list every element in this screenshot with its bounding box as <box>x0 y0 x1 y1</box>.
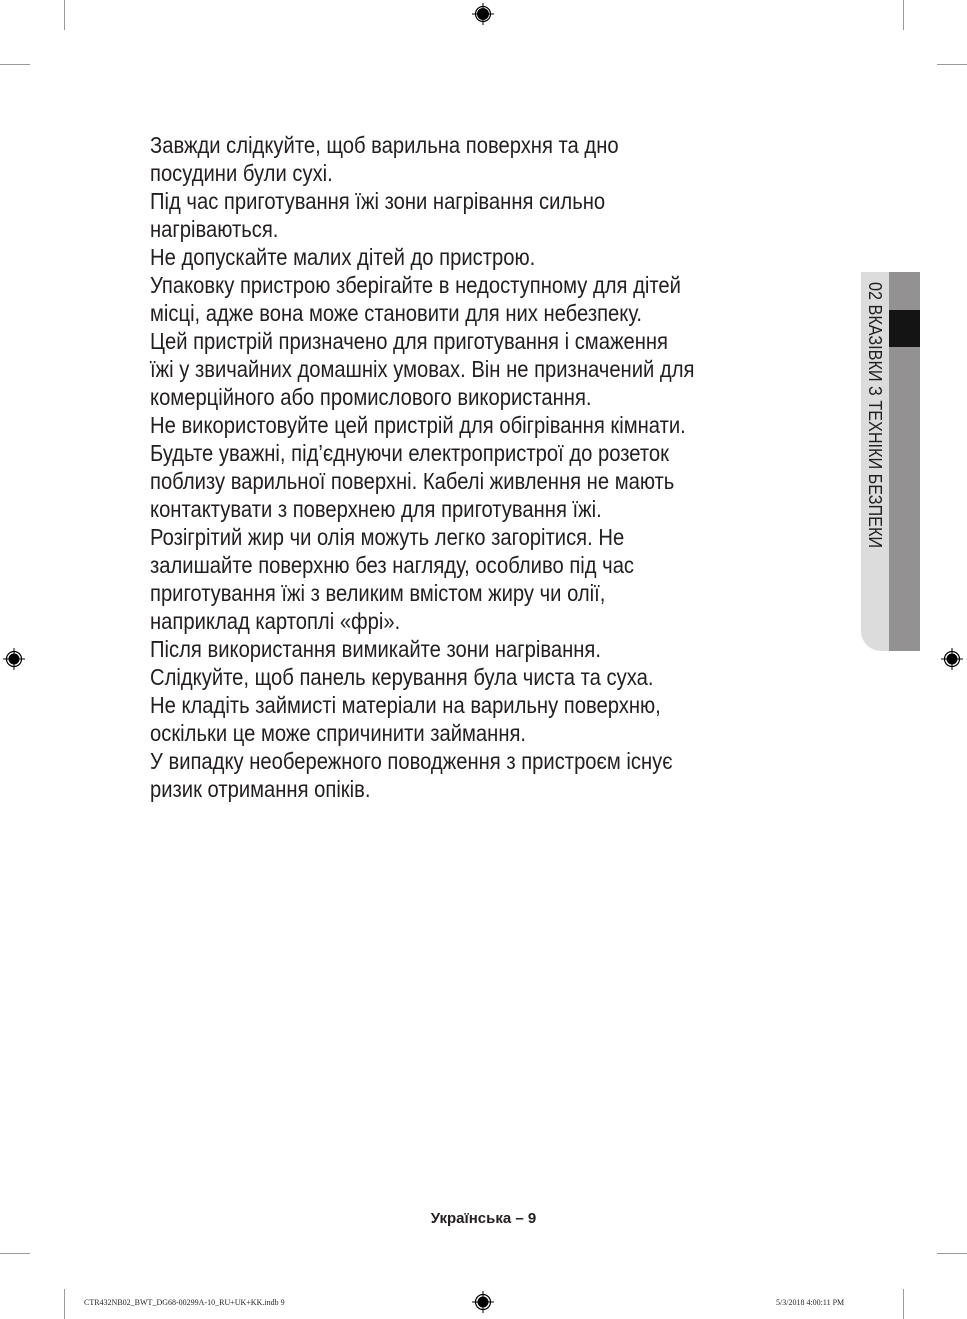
crop-mark-bottom-left-vertical <box>64 1289 65 1319</box>
text-line: Слідкуйте, щоб панель керування була чиста та суха. <box>150 664 654 690</box>
text-line: Будьте уважні, під’єднуючи електропристрої до розеток <box>150 440 669 466</box>
text-line: залишайте поверхню без нагляду, особливо під час <box>150 552 635 578</box>
text-line: приготування їжі з великим вмістом жиру чи олії, <box>150 580 606 606</box>
crop-mark-bottom-left-horizontal <box>0 1253 30 1254</box>
safety-instructions-text <box>150 131 850 803</box>
text-line: Упаковку пристрою зберігайте в недоступному для дітей <box>150 272 681 298</box>
registration-mark-icon <box>3 648 25 670</box>
text-line: нагріваються. <box>150 216 279 242</box>
crop-mark-top-left-horizontal <box>0 64 30 65</box>
text-line: Цей пристрій призначено для приготування і смаження <box>150 328 668 354</box>
text-line: наприклад картоплі «фрі». <box>150 608 401 634</box>
text-line: Завжди слідкуйте, щоб варильна поверхня та дно <box>150 132 619 158</box>
text-line: Під час приготування їжі зони нагрівання сильно <box>150 188 606 214</box>
page-number: Українська – 9 <box>430 1210 537 1227</box>
text-line: Після використання вимикайте зони нагрівання. <box>150 636 601 662</box>
text-line: Розігрітий жир чи олія можуть легко загорітися. Не <box>150 524 625 550</box>
crop-mark-top-right-vertical <box>903 0 904 30</box>
crop-mark-top-right-horizontal <box>937 64 967 65</box>
text-line: контактувати з поверхнею для приготування їжі. <box>150 496 602 522</box>
text-line: ризик отримання опіків. <box>150 776 371 802</box>
crop-mark-top-left-vertical <box>64 0 65 30</box>
text-line: поблизу варильної поверхні. Кабелі живлення не мають <box>150 468 675 494</box>
registration-mark-icon <box>472 1291 494 1313</box>
section-side-tab <box>861 272 920 651</box>
text-line: їжі у звичайних домашніх умовах. Він не призначений для <box>150 356 695 382</box>
text-line: Не допускайте малих дітей до пристрою. <box>150 244 536 270</box>
text-line: посудини були сухі. <box>150 160 333 186</box>
text-line: Не використовуйте цей пристрій для обігрівання кімнати. <box>150 412 686 438</box>
text-line: У випадку необережного поводження з пристроєм існує <box>150 748 673 774</box>
text-line: комерційного або промислового використання. <box>150 384 592 410</box>
side-tab-section-marker <box>889 310 920 347</box>
registration-mark-icon <box>472 3 494 25</box>
registration-mark-icon <box>941 648 963 670</box>
text-line: оскільки це може спричинити займання. <box>150 720 527 746</box>
print-slug-timestamp: 5/3/2018 4:00:11 PM <box>776 1298 845 1307</box>
text-line: Не кладіть займисті матеріали на варильну поверхню, <box>150 692 661 718</box>
side-tab-label: 02 ВКАЗІВКИ З ТЕХНІКИ БЕЗПЕКИ <box>865 282 885 549</box>
text-line: місці, адже вона може становити для них небезпеку. <box>150 300 643 326</box>
print-slug-filename: CTR432NB02_BWT_DG68-00299A-10_RU+UK+KK.indb 9 <box>84 1298 285 1307</box>
crop-mark-bottom-right-horizontal <box>937 1253 967 1254</box>
crop-mark-bottom-right-vertical <box>903 1289 904 1319</box>
